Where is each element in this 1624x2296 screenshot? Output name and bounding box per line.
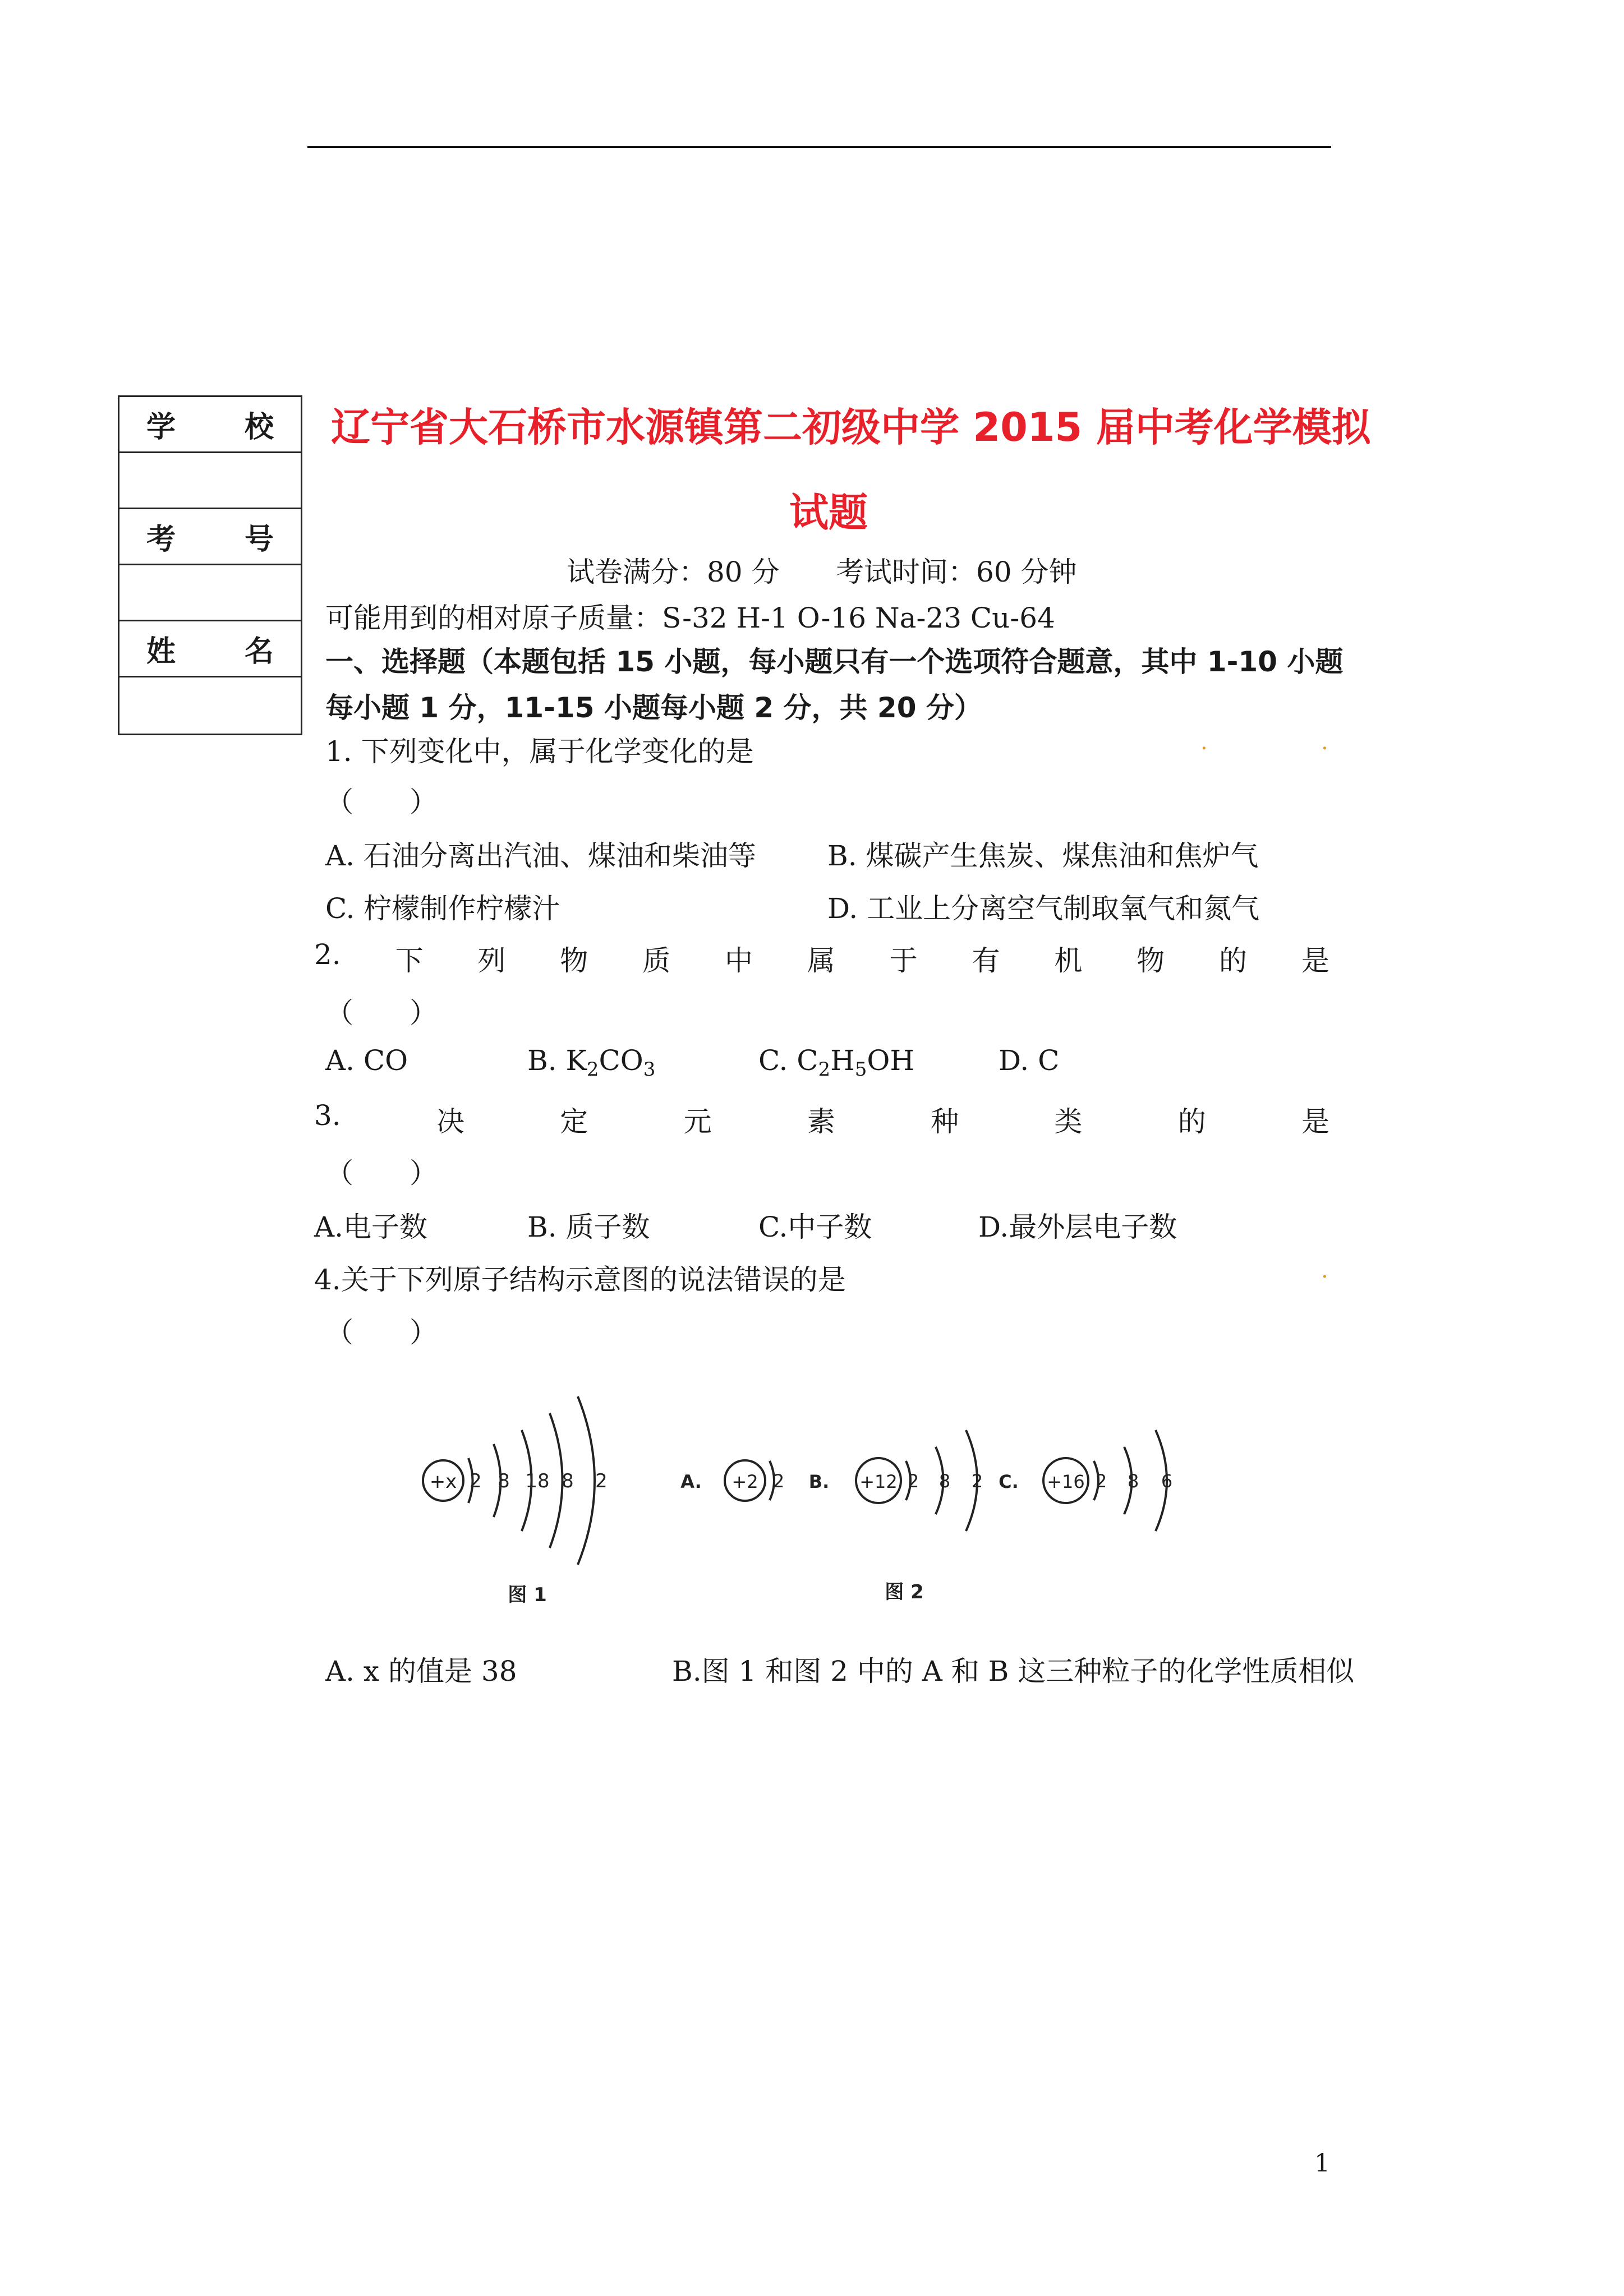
nucleus-charge: +x bbox=[429, 1470, 457, 1493]
section-heading-line1: 一、选择题（本题包括 15 小题，每小题只有一个选项符合题意，其中 1-10 小题 bbox=[325, 646, 1344, 678]
figure-2-caption: 图 2 bbox=[885, 1581, 924, 1603]
school-field[interactable] bbox=[119, 453, 301, 509]
electron-count: 2 bbox=[1095, 1470, 1107, 1492]
full-score: 试卷满分：80 分 bbox=[567, 556, 780, 588]
q2-option-a[interactable]: A. CO bbox=[325, 1044, 408, 1077]
q2-option-d[interactable]: D. C bbox=[999, 1044, 1060, 1077]
figure-1-caption: 图 1 bbox=[508, 1584, 547, 1606]
q2-answer-paren: （ ） bbox=[325, 997, 438, 1029]
option-b-label: B. bbox=[808, 1471, 830, 1492]
q4-option-a[interactable]: A. x 的值是 38 bbox=[325, 1655, 517, 1688]
electron-count: 8 bbox=[498, 1470, 510, 1492]
exam-title-line1: 辽宁省大石桥市水源镇第二初级中学 2015 届中考化学模拟 bbox=[331, 404, 1371, 450]
electron-count: 8 bbox=[938, 1470, 951, 1492]
electron-count: 2 bbox=[907, 1470, 919, 1492]
exam-number-field[interactable] bbox=[119, 565, 301, 621]
q1-stem: 1. 下列变化中，属于化学变化的是 bbox=[325, 735, 754, 768]
atomic-structure-figure bbox=[393, 1368, 1223, 1621]
electron-count: 18 bbox=[525, 1470, 550, 1492]
electron-count: 2 bbox=[470, 1470, 482, 1492]
electron-shell bbox=[578, 1396, 595, 1565]
nucleus-charge: +2 bbox=[732, 1471, 758, 1492]
q3-option-b[interactable]: B. 质子数 bbox=[527, 1211, 650, 1243]
electron-count: 6 bbox=[1161, 1470, 1173, 1492]
q3-option-c[interactable]: C.中子数 bbox=[758, 1211, 872, 1243]
q4-stem: 4.关于下列原子结构示意图的说法错误的是 bbox=[314, 1264, 846, 1296]
nucleus-charge: +12 bbox=[859, 1471, 898, 1492]
electron-count: 8 bbox=[562, 1470, 574, 1492]
decorative-dot: . bbox=[1321, 729, 1328, 755]
q4-option-b[interactable]: B.图 1 和图 2 中的 A 和 B 这三种粒子的化学性质相似 bbox=[672, 1655, 1355, 1688]
exam-time: 考试时间：60 分钟 bbox=[836, 556, 1077, 588]
q3-answer-paren: （ ） bbox=[325, 1157, 438, 1190]
header-rule bbox=[307, 146, 1331, 148]
figure-1-atom bbox=[423, 1396, 608, 1606]
student-info-table bbox=[118, 395, 302, 735]
electron-count: 2 bbox=[595, 1470, 608, 1492]
q1-answer-paren: （ ） bbox=[325, 786, 438, 818]
electron-count: 2 bbox=[772, 1470, 785, 1492]
q3-option-d[interactable]: D.最外层电子数 bbox=[978, 1211, 1177, 1243]
q3-stem: 3. 决 定 元 素 种 类 的 是 bbox=[314, 1099, 1329, 1138]
section-heading-line2: 每小题 1 分，11-15 小题每小题 2 分，共 20 分） bbox=[325, 691, 982, 724]
figure-2-atom-b bbox=[809, 1430, 983, 1531]
page-number: 1 bbox=[1314, 2149, 1330, 2178]
q2-option-b[interactable]: B. $K_2CO_3$ bbox=[527, 1044, 656, 1081]
q1-option-c[interactable]: C. 柠檬制作柠檬汁 bbox=[325, 892, 560, 925]
q4-answer-paren: （ ） bbox=[325, 1316, 438, 1349]
q1-option-a[interactable]: A. 石油分离出汽油、煤油和柴油等 bbox=[325, 840, 756, 872]
exam-title-line2: 试题 bbox=[789, 490, 868, 536]
option-a-label: A. bbox=[680, 1471, 702, 1492]
nucleus-charge: +16 bbox=[1047, 1471, 1085, 1492]
electron-count: 8 bbox=[1127, 1470, 1139, 1492]
school-label: 学 校 bbox=[119, 397, 301, 453]
decorative-dot: . bbox=[1200, 729, 1208, 755]
q1-option-d[interactable]: D. 工业上分离空气制取氧气和氮气 bbox=[827, 892, 1260, 925]
figure-2-atom-c bbox=[885, 1430, 1172, 1603]
name-label: 姓 名 bbox=[119, 621, 301, 677]
electron-shell bbox=[550, 1413, 563, 1548]
q1-option-b[interactable]: B. 煤碳产生焦炭、煤焦油和焦炉气 bbox=[827, 840, 1259, 872]
figure-2-atom-a bbox=[680, 1460, 784, 1501]
name-field[interactable] bbox=[119, 677, 301, 734]
q2-option-c[interactable]: C. $C_2H_5OH$ bbox=[758, 1044, 915, 1081]
atomic-mass-note: 可能用到的相对原子质量：S-32 H-1 O-16 Na-23 Cu-64 bbox=[325, 602, 1055, 634]
electron-count: 2 bbox=[971, 1470, 983, 1492]
option-c-label: C. bbox=[999, 1471, 1019, 1492]
exam-number-label: 考 号 bbox=[119, 509, 301, 565]
q3-option-a[interactable]: A.电子数 bbox=[314, 1211, 428, 1243]
q2-stem: 2. 下 列 物 质 中 属 于 有 机 物 的 是 bbox=[314, 938, 1329, 977]
decorative-dot: . bbox=[1321, 1257, 1328, 1283]
